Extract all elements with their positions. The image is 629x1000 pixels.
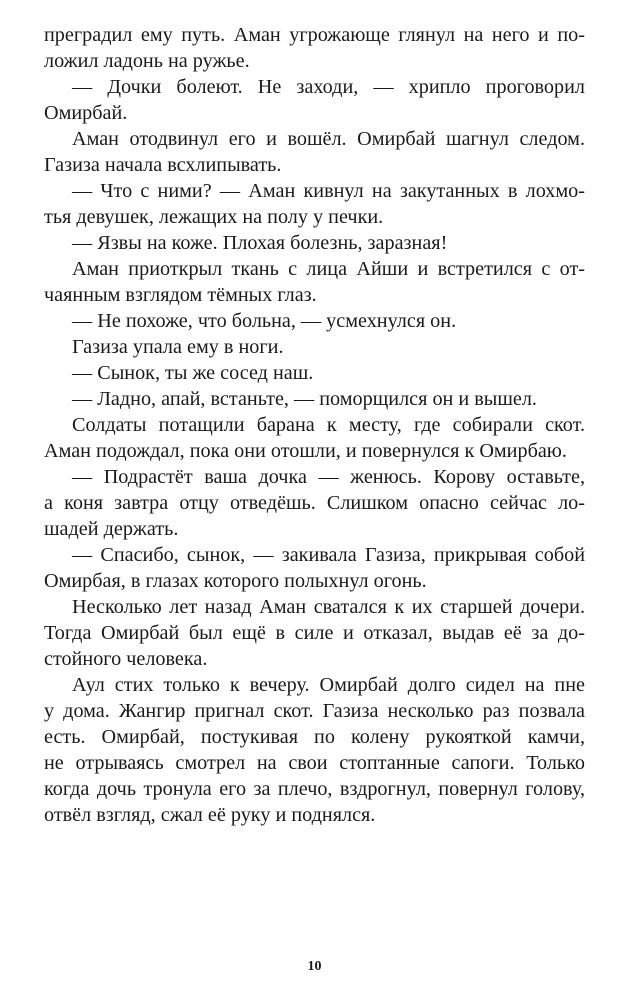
text-line: — Подрастёт ваша дочка — женюсь. Корову оставьте,	[72, 466, 585, 488]
text-line: Аман отодвинул его и вошёл. Омирбай шагнул следом.	[72, 128, 585, 150]
text-line: Омирбай.	[44, 102, 128, 124]
text-line: отвёл взгляд, сжал её руку и поднялся.	[44, 804, 376, 826]
text-line: не отрываясь смотрел на свои стоптанные сапоги. Только	[44, 752, 585, 774]
text-line: — Ладно, апай, встаньте, — поморщился он и вышел.	[72, 388, 537, 410]
text-line: у дома. Жангир пригнал скот. Газиза несколько раз позвала	[44, 700, 585, 722]
text-line: Газиза упала ему в ноги.	[72, 336, 284, 358]
text-line: Аман приоткрыл ткань с лица Айши и встретился с от-	[72, 258, 585, 280]
text-line: Аман подождал, пока они отошли, и повернулся к Омирбаю.	[44, 440, 567, 462]
text-line: Омирбая, в глазах которого полыхнул огонь.	[44, 570, 427, 592]
text-line: а коня завтра отцу отведёшь. Слишком опасно сейчас ло-	[44, 492, 585, 514]
text-line: тья девушек, лежащих на полу у печки.	[44, 206, 384, 228]
text-line: — Язвы на коже. Плохая болезнь, заразная!	[72, 232, 448, 254]
text-line: Солдаты потащили барана к месту, где собирали скот.	[72, 414, 585, 436]
text-line: Газиза начала всхлипывать.	[44, 154, 282, 176]
text-line: — Сынок, ты же сосед наш.	[72, 362, 314, 384]
text-line: шадей держать.	[44, 518, 179, 540]
text-line: Тогда Омирбай был ещё в силе и отказал, выдав её за до-	[44, 622, 585, 644]
text-line: — Что с ними? — Аман кивнул на закутанных в лохмо-	[72, 180, 585, 202]
text-line: стойного человека.	[44, 648, 208, 670]
book-page	[44, 0, 585, 1000]
text-line: — Дочки болеют. Не заходи, — хрипло проговорил	[72, 76, 585, 98]
text-line: — Не похоже, что больна, — усмехнулся он.	[72, 310, 457, 332]
text-line: Аул стих только к вечеру. Омирбай долго сидел на пне	[72, 674, 585, 696]
text-line: Несколько лет назад Аман сватался к их старшей дочери.	[72, 596, 585, 618]
text-line: ложил ладонь на ружье.	[44, 50, 250, 72]
text-line: — Спасибо, сынок, — закивала Газиза, прикрывая собой	[72, 544, 585, 566]
text-line: когда дочь тронула его за плечо, вздрогнул, повернул голову,	[44, 778, 585, 800]
text-line: чаянным взглядом тёмных глаз.	[44, 284, 317, 306]
text-line: есть. Омирбай, постукивая по колену рукояткой камчи,	[44, 726, 585, 748]
page-number: 10	[307, 959, 322, 974]
text-line: преградил ему путь. Аман угрожающе глянул на него и по-	[44, 24, 585, 46]
